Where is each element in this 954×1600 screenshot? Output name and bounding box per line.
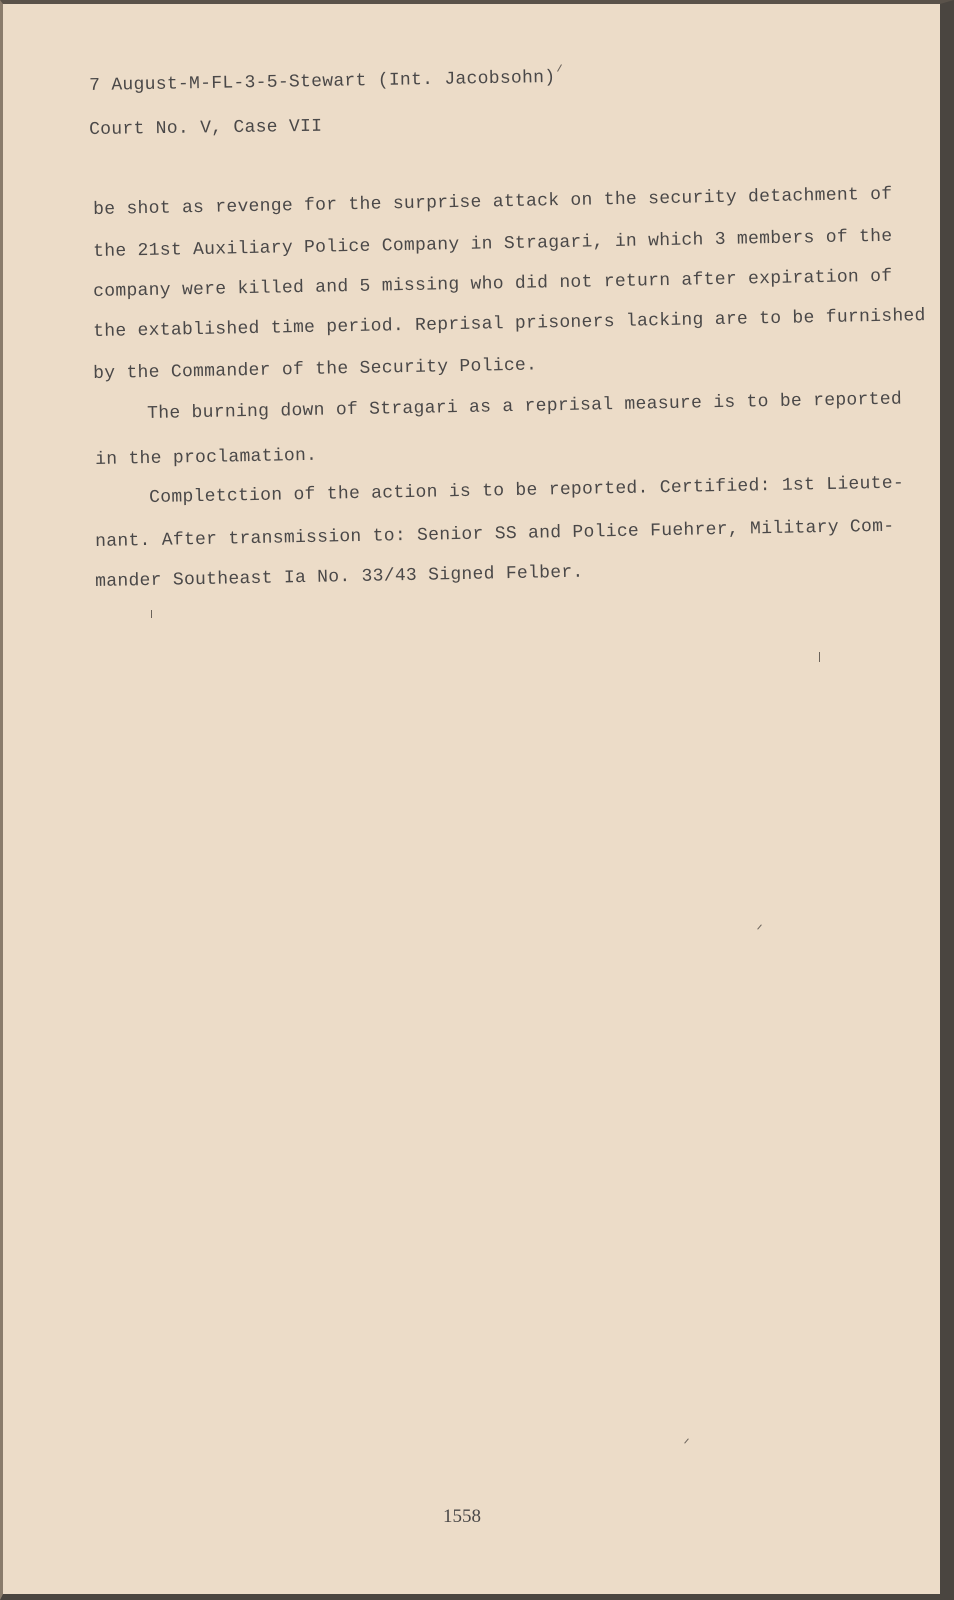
body-line: the 21st Auxiliary Police Company in Stragari, in which 3 members of the xyxy=(93,226,893,262)
paper-speck xyxy=(684,1438,689,1443)
body-line: nant. After transmission to: Senior SS and Police Fuehrer, Military Com- xyxy=(95,516,895,552)
paper-speck xyxy=(557,64,562,71)
body-line: be shot as revenge for the surprise attack on the security detachment of xyxy=(93,184,893,220)
header-reference: 7 August-M-FL-3-5-Stewart (Int. Jacobsohn) xyxy=(89,67,556,96)
header-court-case: Court No. V, Case VII xyxy=(89,116,323,140)
body-line: Completction of the action is to be reported. Certified: 1st Lieute- xyxy=(149,473,905,508)
page-number: 1558 xyxy=(443,1506,481,1527)
body-line: by the Commander of the Security Police. xyxy=(93,355,538,384)
body-line: in the proclamation. xyxy=(95,445,318,470)
body-line: the extablished time period. Reprisal prisoners lacking are to be furnished xyxy=(93,306,926,342)
body-line: company were killed and 5 missing who did not return after expiration of xyxy=(93,266,893,302)
paper-speck xyxy=(819,652,820,662)
body-line: The burning down of Stragari as a reprisal measure is to be reported xyxy=(147,389,903,424)
body-line: mander Southeast Ia No. 33/43 Signed Felber. xyxy=(95,562,584,592)
paper-speck xyxy=(151,610,152,618)
paper-speck xyxy=(757,924,762,929)
